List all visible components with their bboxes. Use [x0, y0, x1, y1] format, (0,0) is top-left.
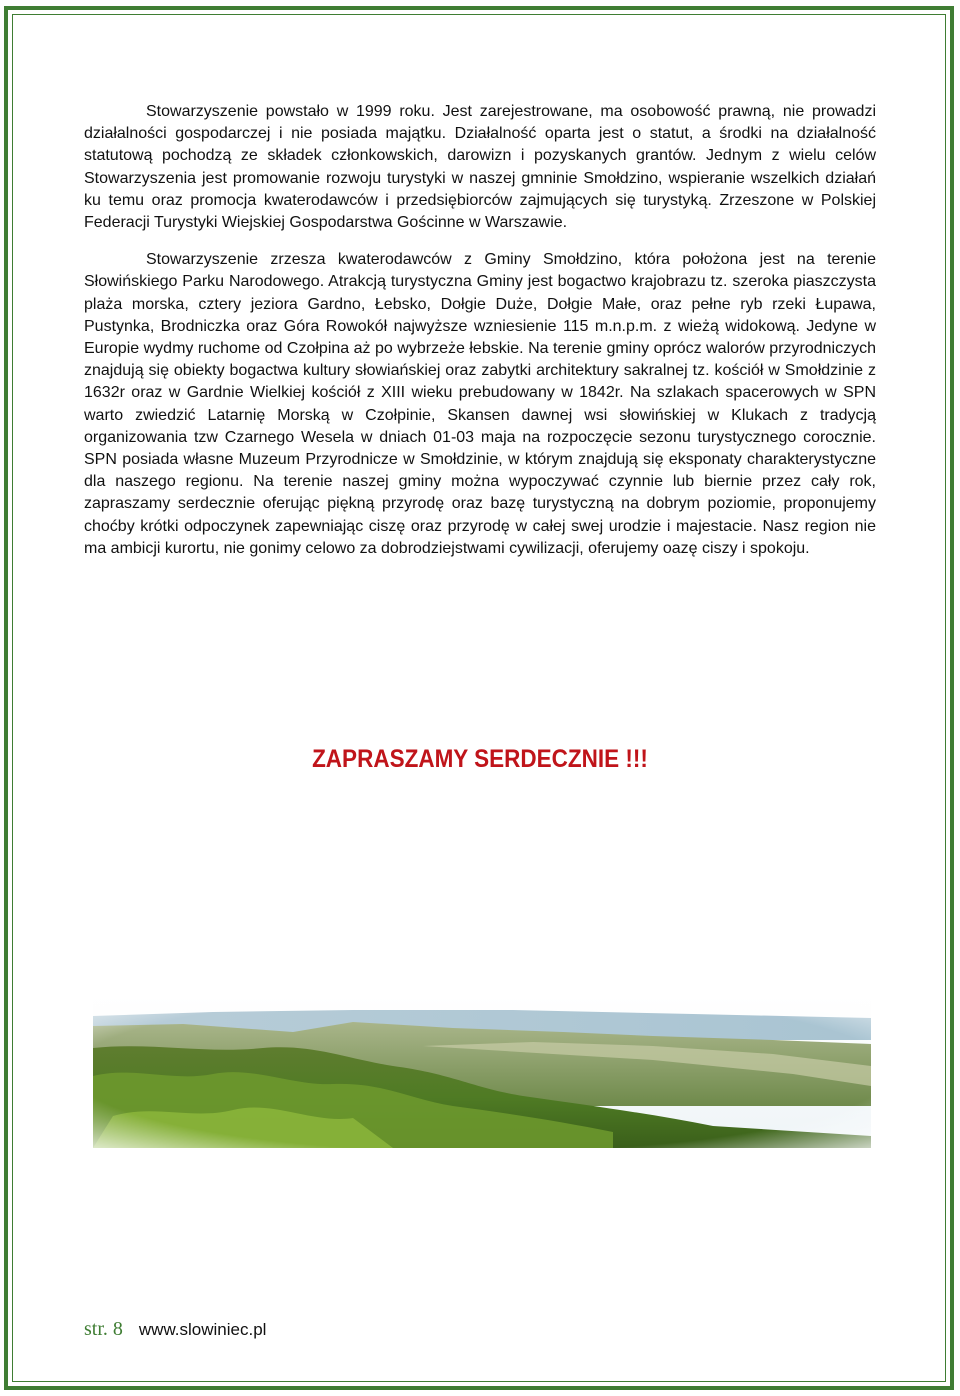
website-link[interactable]: www.slowiniec.pl [138, 1320, 267, 1339]
page-number: str. 8 [84, 1318, 123, 1340]
landscape-photo [93, 996, 871, 1148]
headline: ZAPRASZAMY SERDECZNIE !!! [312, 745, 648, 773]
paragraph-1: Stowarzyszenie powstało w 1999 roku. Jest zarejestrowane, ma osobowość prawną, nie prowadzi działalności gospodarczej i nie posiada majątku. Działalność oparta jest o statut, a środki na działalność statutową pochodzą ze składek członkowskich, darowizn i pozyskanych grantów. Jednym z wielu celów Stowarzyszenia jest promowanie rozwoju turystyki w naszej gmninie Smołdzino, wspieranie wszelkich działań ku temu oraz promocja kwaterodawców i przedsiębiorców zajmujących się turystyką. Zrzeszone w Polskiej Federacji Turystyki Wiejskiej Gospodarstwa Gościnne w Warszawie. [84, 103, 876, 232]
body-text [84, 101, 876, 560]
paragraph-2: Stowarzyszenie zrzesza kwaterodawców z Gminy Smołdzino, która położona jest na terenie Słowińskiego Parku Narodowego. Atrakcją turystyczna Gminy jest bogactwo krajobrazu tz. szeroka piaszczysta plaża morska, cztery jeziora Gardno, Łebsko, Dołgie Duże, Dołgie Małe, oraz pełne ryb rzeki Łupawa, Pustynka, Brodniczka oraz Góra Rowokół najwyższe wzniesienie 115 m.n.p.m. z wieżą widokową. Jedyne w Europie wydmy ruchome od Czołpina aż po wybrzeże łebskie. Na terenie gminy oprócz walorów przyrodniczych znajdują się obiekty bogactwa kultury słowiańskiej oraz zabytki architektury sakralnej tz. kościół w Smołdzinie z 1632r oraz w Gardnie Wielkiej kościół z XIII wieku prebudowany w 1842r. Na szlakach spacerowych w SPN warto zwiedzić Latarnię Morską w Czołpinie, Skansen dawnej wsi słowińskiej w Klukach z tradycją organizowania tzw Czarnego Wesela w dniach 01-03 maja na rozpoczęcie sezonu turystycznego corocznie. SPN posiada własne Muzeum Przyrodnicze w Smołdzinie, w którym znajdują się eksponaty charakterystyczne dla naszego regionu. Na terenie naszej gminy można wypoczywać czynnie lub biernie przez cały rok, zapraszamy serdecznie oferując piękną przyrodę oraz bazę turystyczną na dobrym poziomie, proponujemy choćby krótki odpoczynek zapewniając ciszę oraz przyrodę w całej swej urodzie i majestacie. Nasz region nie ma ambicji kurortu, nie gonimy celowo za dobrodziejstwami cywilizacji, oferujemy oazę ciszy i spokoju. [84, 251, 876, 557]
page-footer [84, 1318, 266, 1341]
